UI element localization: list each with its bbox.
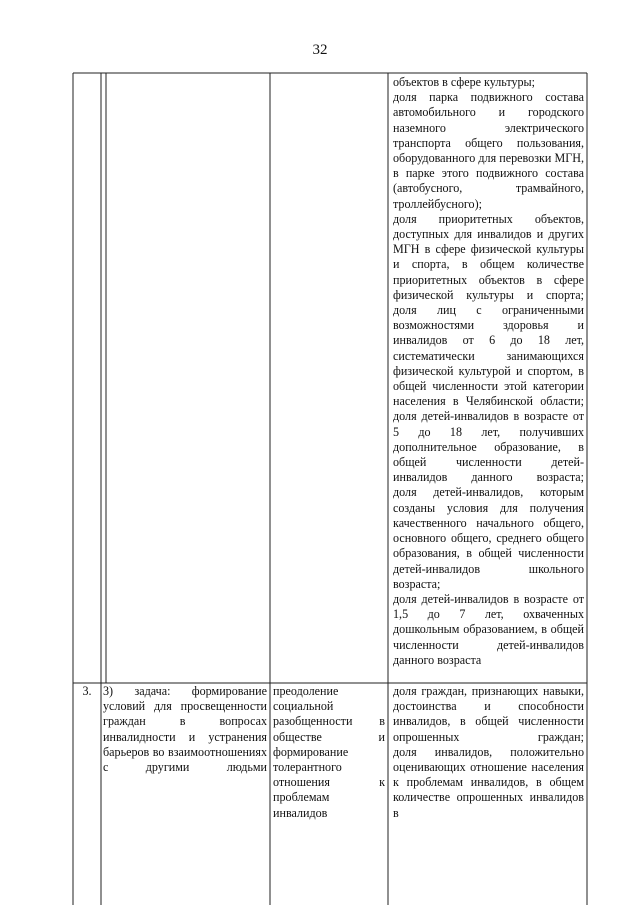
indicators-cell-row1 (393, 75, 584, 682)
page-number: 32 (312, 42, 328, 58)
indicator-text: объектов в сфере культуры; (393, 75, 536, 89)
indicator-text: доля детей-инвалидов в возрасте от 5 до 18 лет, получивших дополнительное образование, в общей численности детей-инвалидов данного возраста; (393, 409, 584, 485)
indicator-text: доля лиц с ограниченными возможностями здоровья и инвалидов от 6 до 18 лет, систематически занимающихся физической культурой и спортом, в общей численности этой категории населения в Челябинской области; (393, 303, 584, 409)
task-text: 3) задача: формирование условий для просвещенности граждан в вопросах инвалидности и устранения барьеров во взаимоотношениях с другими людьми (103, 684, 267, 775)
goal-text: преодоление социальной разобщенности в обществе и формирование толерантного отношения к проблемам инвалидов (273, 684, 385, 820)
indicator-text: доля граждан, признающих навыки, достоинства и способности инвалидов, в общей численности опрошенных граждан; (393, 684, 584, 744)
indicator-text: доля инвалидов, положительно оценивающих отношение населения к проблемам инвалидов, в общем количестве опрошенных инвалидов в (393, 744, 584, 820)
row-number: 3. (82, 684, 92, 698)
indicator-text: доля парка подвижного состава автомобильного и городского наземного электрического транспорта общего пользования, оборудованного для перевозки МГН, в парке этого подвижного состава (автобусного, трамвайного, троллейбусного); (393, 90, 584, 211)
task-cell (103, 684, 267, 867)
indicator-text: доля детей-инвалидов, которым созданы условия для получения качественного начального общего, основного общего, среднего общего образования, в общей численности детей-инвалидов школьного возраста; (393, 485, 584, 591)
indicator-text: доля приоритетных объектов, доступных для инвалидов и других МГН в сфере физической культуры и спорта, в общем количестве приоритетных объектов в сфере физической культуры и спорта; (393, 211, 584, 302)
indicators-cell-row2 (393, 684, 584, 867)
goal-cell (273, 684, 385, 867)
indicator-text: доля детей-инвалидов в возрасте от 1,5 до 7 лет, охваченных дошкольным образованием, в общей численности детей-инвалидов данного возраста (393, 591, 584, 667)
